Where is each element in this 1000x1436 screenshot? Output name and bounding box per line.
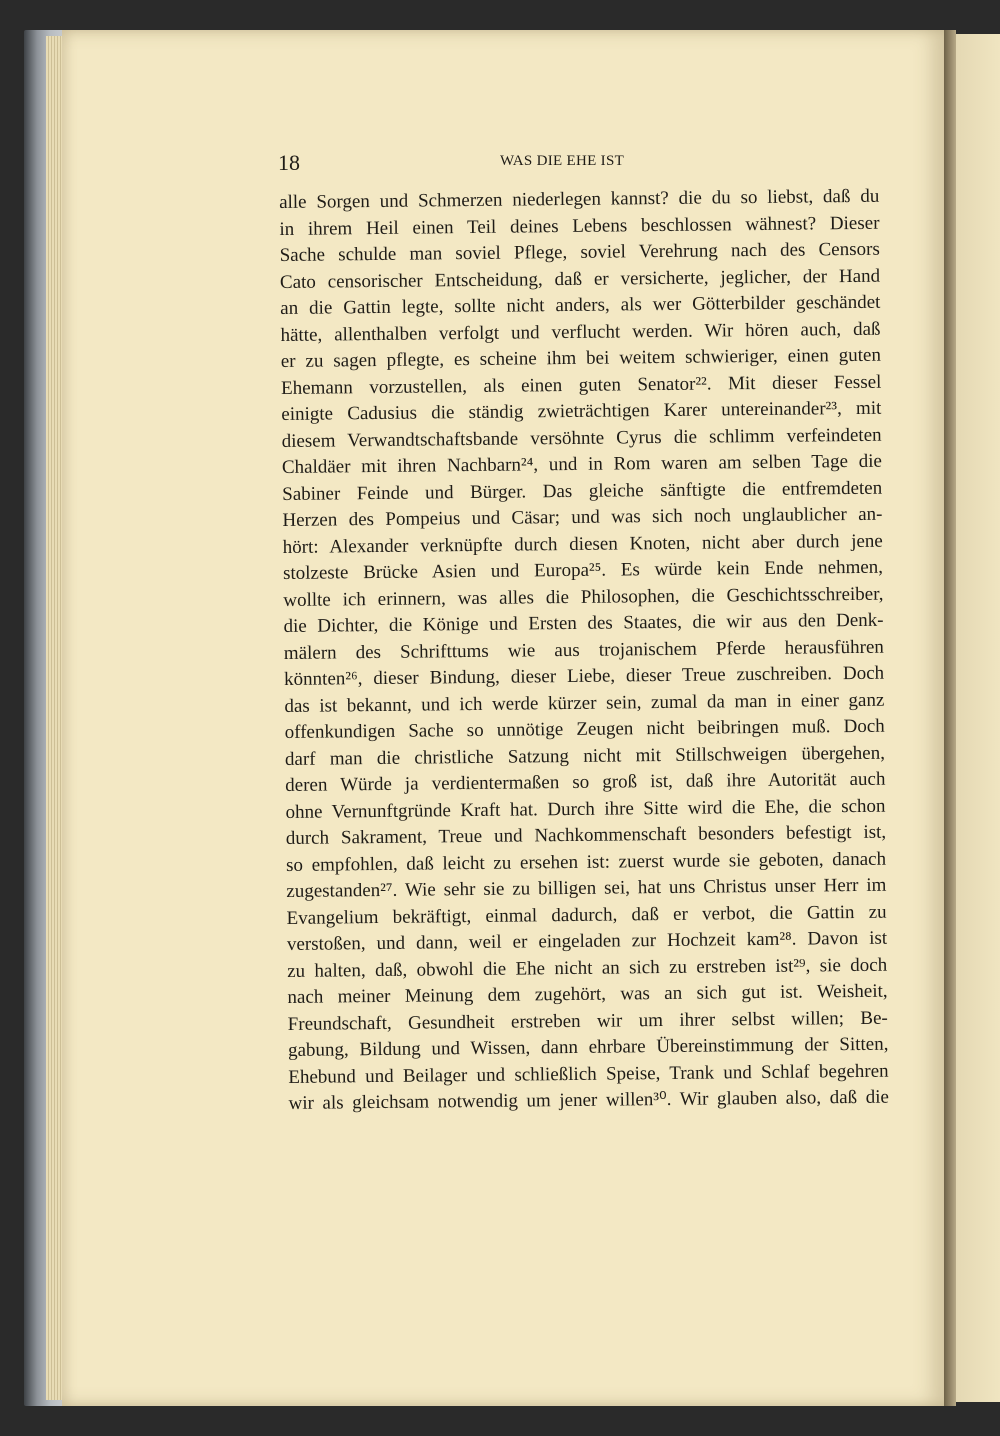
page-header: [278, 150, 878, 178]
text-line: durch Sakrament, Treue und Nachkommenschaft besonders befestigt ist,: [285, 821, 887, 849]
text-line: diesem Verwandtschaftsbande versöhnte Cyrus die schlimm verfeindeten: [281, 424, 882, 452]
text-line: Sache schulde man soviel Pflege, soviel Verehrung nach des Censors: [279, 238, 880, 266]
text-line: zu halten, daß, obwohl die Ehe nicht an sich zu erstreben ist²⁹, sie doch: [287, 954, 888, 982]
text-line: wir als gleichsam notwendig um jener willen³⁰. Wir glauben also, daß die: [288, 1086, 889, 1114]
text-line: Ehemann vorzustellen, als einen guten Senator²². Mit dieser Fessel: [280, 371, 882, 399]
page-number: 18: [278, 150, 300, 175]
text-line: gabung, Bildung und Wissen, dann ehrbare Übereinstimmung der Sitten,: [287, 1033, 889, 1061]
running-title: WAS DIE EHE IST: [500, 153, 625, 169]
text-line: nach meiner Meinung dem zugehört, was an sich gut ist. Weisheit,: [287, 980, 888, 1008]
text-line: Herzen des Pompeius und Cäsar; und was sich noch unglaublicher an-: [282, 503, 883, 531]
text-line: einigte Cadusius die ständig zwieträchtigen Karer untereinander²³, mit: [281, 397, 882, 425]
text-line: Ehebund und Beilager und schließlich Speise, Trank und Schlaf begehren: [288, 1060, 889, 1088]
text-line: zugestanden²⁷. Wie sehr sie zu billigen sei, hat uns Christus unser Herr im: [286, 874, 887, 902]
text-line: Sabiner Feinde und Bürger. Das gleiche sänftigte die entfremdeten: [282, 477, 883, 505]
text-line: so empfohlen, daß leicht zu ersehen ist: zuerst wurde sie geboten, danach: [285, 848, 887, 876]
text-line: darf man die christliche Satzung nicht mit Stillschweigen übergehen,: [284, 742, 886, 770]
text-line: Chaldäer mit ihren Nachbarn²⁴, und in Rom waren am selben Tage die: [281, 450, 883, 478]
text-line: wollte ich erinnern, was alles die Philosophen, die Geschichtsschreiber,: [283, 583, 884, 611]
text-line: an die Gattin legte, sollte nicht anders, als wer Götterbilder geschändet: [280, 291, 881, 319]
body-text: [279, 184, 889, 1118]
text-line: offenkundigen Sache so unnötige Zeugen nicht beibringen muß. Doch: [284, 715, 885, 743]
text-line: Freundschaft, Gesundheit erstreben wir um ihrer selbst willen; Be-: [287, 1007, 888, 1035]
text-line: hätte, allenthalben verfolgt und verflucht werden. Wir hören auch, daß: [280, 318, 881, 346]
text-line: Cato censorischer Entscheidung, daß er versicherte, jeglicher, der Hand: [279, 265, 881, 293]
text-line: ohne Vernunftgründe Kraft hat. Durch ihre Sitte wird die Ehe, die schon: [285, 795, 886, 823]
page-gutter: [944, 30, 956, 1406]
text-line: in ihrem Heil einen Teil deines Lebens beschlossen wähnest? Dieser: [279, 212, 880, 240]
text-line: könnten²⁶, dieser Bindung, dieser Liebe, dieser Treue zuschreiben. Doch: [284, 662, 885, 690]
text-line: verstoßen, und dann, weil er eingeladen zur Hochzeit kam²⁸. Davon ist: [286, 927, 888, 955]
text-line: er zu sagen pflegte, es scheine ihm bei weitem schwieriger, einen guten: [280, 344, 882, 372]
text-line: deren Würde ja verdientermaßen so groß ist, daß ihre Autorität auch: [285, 768, 886, 796]
facing-page-edge: [956, 34, 1000, 1402]
text-line: hört: Alexander verknüpfte durch diesen Knoten, nicht aber durch jene: [282, 530, 883, 558]
text-line: Evangelium bekräftigt, einmal dadurch, daß er verbot, die Gattin zu: [286, 901, 887, 929]
text-line: die Dichter, die Könige und Ersten des Staates, die wir aus den Denk-: [283, 609, 884, 637]
text-line: mälern des Schrifttums wie aus trojanischem Pferde herausführen: [283, 636, 884, 664]
text-line: alle Sorgen und Schmerzen niederlegen kannst? die du so liebst, daß du: [279, 185, 880, 213]
text-line: das ist bekannt, und ich werde kürzer sein, zumal da man in einer ganz: [284, 689, 885, 717]
text-line: stolzeste Brücke Asien und Europa²⁵. Es würde kein Ende nehmen,: [282, 556, 884, 584]
